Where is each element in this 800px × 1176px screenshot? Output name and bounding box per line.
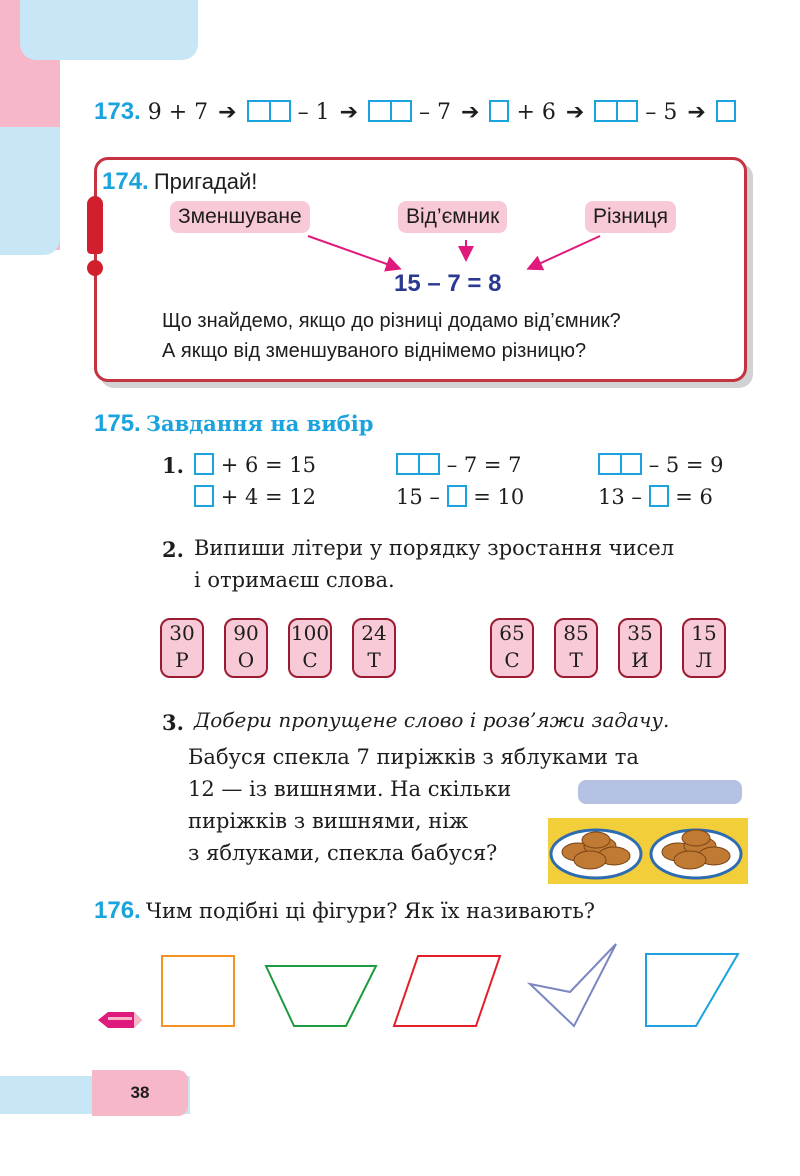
- answer-box[interactable]: [194, 485, 214, 507]
- equation-text: = 6: [675, 485, 713, 509]
- start-expression: 9 + 7: [147, 100, 209, 125]
- arrow-icon: ➔: [565, 100, 585, 125]
- exercise-number: 175.: [94, 410, 141, 437]
- equation-text: + 4 = 12: [220, 485, 316, 509]
- parallelogram-red-shape: [394, 956, 500, 1026]
- arrow-icon: ➔: [339, 100, 359, 125]
- exercise-text: Чим подібні ці фігури? Як їх називають?: [145, 899, 596, 923]
- operation: – 5: [645, 100, 678, 125]
- task-2-line-1: Випиши літери у порядку зростання чисел: [194, 536, 675, 560]
- answer-box[interactable]: [649, 485, 669, 507]
- letter-card[interactable]: 100 С: [288, 618, 332, 678]
- exercise-number: 176.: [94, 897, 141, 924]
- task-2-line-2: і отримаєш слова.: [194, 568, 395, 592]
- task-3-number: 3.: [162, 710, 184, 735]
- letter-card[interactable]: 85 Т: [554, 618, 598, 678]
- letter-cards-left: [160, 618, 396, 678]
- task-2-number: 2.: [162, 537, 184, 562]
- term-minuend: Зменшуване: [170, 201, 310, 233]
- task-1-c1: [598, 453, 724, 477]
- answer-box[interactable]: [447, 485, 467, 507]
- equation-text: 13 –: [598, 485, 642, 509]
- exercise-number: 174.: [102, 168, 149, 195]
- equation-text: – 5 = 9: [648, 453, 724, 477]
- task-1-b2: [396, 485, 524, 509]
- letter-card[interactable]: 65 С: [490, 618, 534, 678]
- operation: – 1: [297, 100, 330, 125]
- task-3-line-1: Бабуся спекла 7 пиріжків з яблуками та: [188, 745, 639, 769]
- remember-title: Пригадай!: [153, 169, 258, 194]
- subtraction-equation: 15 – 7 = 8: [394, 270, 502, 297]
- task-3-title: Добери пропущене слово і розв’яжи задачу.: [194, 708, 670, 732]
- task-3-line-2: 12 — із вишнями. На скільки: [188, 777, 512, 801]
- term-difference: Різниця: [585, 201, 676, 233]
- letter-card[interactable]: 24 Т: [352, 618, 396, 678]
- exercise-176: [94, 897, 595, 925]
- answer-box-two-digit[interactable]: [396, 453, 440, 475]
- equation-text: – 7 = 7: [446, 453, 522, 477]
- exercise-title: Завдання на вибір: [145, 411, 374, 436]
- arrow-icon: ➔: [461, 100, 480, 125]
- pencil-icon: [96, 1006, 144, 1034]
- exercise-175-header: [94, 410, 373, 438]
- operation: – 7: [419, 100, 452, 125]
- question-1: Що знайдемо, якщо до різниці додамо від’ємник?: [162, 310, 621, 332]
- arrow-icon: ➔: [218, 100, 237, 125]
- task-1-b1: [396, 453, 522, 477]
- equation-text: 15 –: [396, 485, 440, 509]
- letter-card[interactable]: 15 Л: [682, 618, 726, 678]
- question-2: А якщо від зменшуваного віднімемо різницю?: [162, 340, 587, 362]
- dart-shape: [530, 944, 616, 1026]
- pies-illustration: [548, 818, 748, 884]
- operation: + 6: [516, 100, 556, 125]
- trapezoid-shape: [266, 966, 376, 1026]
- term-arrows: [0, 0, 800, 300]
- shapes-row: [150, 940, 750, 1032]
- equation-text: = 10: [473, 485, 525, 509]
- term-subtrahend: Від’ємник: [398, 201, 507, 233]
- task-3-line-3: пиріжків з вишнями, ніж: [188, 809, 469, 833]
- task-1-number: 1.: [162, 453, 184, 478]
- exercise-number: 173.: [94, 98, 141, 125]
- equation-text: + 6 = 15: [220, 453, 316, 477]
- letter-cards-right: [490, 618, 726, 678]
- letter-card[interactable]: 90 О: [224, 618, 268, 678]
- task-3-line-4: з яблуками, спекла бабуся?: [188, 841, 498, 865]
- square-shape: [162, 956, 234, 1026]
- answer-box-two-digit[interactable]: [598, 453, 642, 475]
- page-number: 38: [92, 1070, 188, 1116]
- letter-card[interactable]: 30 Р: [160, 618, 204, 678]
- arrow-icon: ➔: [687, 100, 706, 125]
- answer-box[interactable]: [194, 453, 214, 475]
- task-1-a1: [194, 453, 316, 477]
- missing-word-blank[interactable]: [578, 780, 742, 804]
- letter-card[interactable]: 35 И: [618, 618, 662, 678]
- task-1-a2: [194, 485, 316, 509]
- task-1-c2: [598, 485, 713, 509]
- quadrilateral-blue-shape: [646, 954, 738, 1026]
